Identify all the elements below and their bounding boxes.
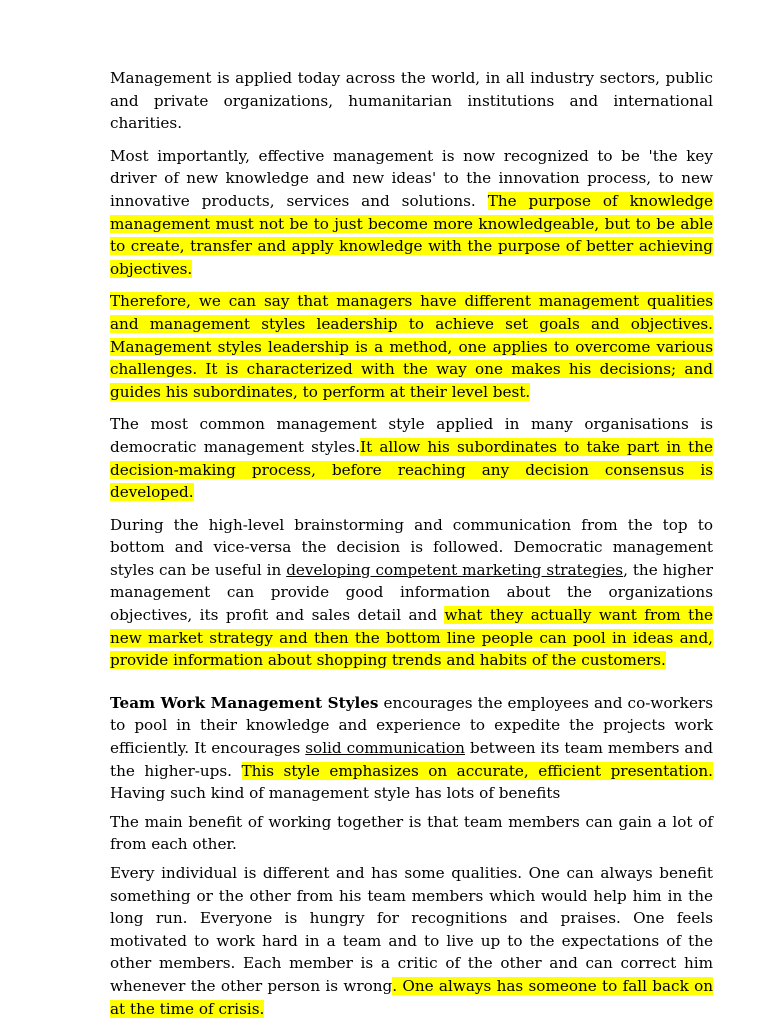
team-work-heading: Team Work Management Styles [110,693,379,712]
paragraph-team-work [110,692,713,805]
marketing-strategies-link[interactable]: developing competent marketing strategies [286,560,624,579]
paragraph-text: Every individual is different and has some qualities. One can always benefit something or the other from his team members which would help him in the long run. Everyone is hungry for recognitions and praises. One feels motivated to work hard in a team and to live up to the expectations of the other members. Each member is a critic of the other and can correct him whenever the other person is wrong [110,864,713,995]
solid-communication-link[interactable]: solid communication [305,739,465,758]
paragraph-text: , the higher management can provide good information about the organizations objectives, its profit and sales detail and [110,560,713,625]
paragraph-text: Having such kind of management style has lots of benefits [110,784,561,803]
paragraph-main-benefit [110,811,713,856]
document-page [110,67,713,1020]
highlighted-text: The purpose of knowledge management must not be to just become more knowledgeable, but to be able to create, transfer and apply knowledge with the purpose of better achieving objectives. [110,191,714,278]
highlighted-text: what they actually want from the new market strategy and then the bottom line people can pool in ideas and, provide information about shopping trends and habits of the customers. [110,606,713,670]
highlighted-text: Therefore, we can say that managers have different management qualities and management styles leadership to achieve set goals and objectives. Management styles leadership is a method, one applies to overcome various challenges. It is characterized with the way one makes his decisions; and guides his subordinates, to perform at their level best. [110,292,713,401]
highlighted-text: . One always has someone to fall back on at the time of crisis. [110,976,713,1018]
highlighted-text: This style emphasizes on accurate, efficient presentation. [241,761,713,780]
paragraph-democratic-style [110,413,713,503]
paragraph-text: encourages the employees and co-workers to pool in their knowledge and experience to expedite the projects work efficiently. It encourages [110,693,713,758]
paragraph-text: Management is applied today across the world, in all industry sectors, public and private organizations, humanitarian institutions and international charities. [110,69,713,133]
paragraph-management-applied [110,67,713,135]
paragraph-text: Most importantly, effective management is now recognized to be 'the key driver of new knowledge and new ideas' to the innovation process, to new innovative products, services and solutions. [110,146,713,210]
paragraph-text: During the high-level brainstorming and communication from the top to bottom and vice-versa the decision is followed. Democratic management styles can be useful in [110,515,713,579]
highlighted-text: It allow his subordinates to take part in the decision-making process, before reaching any decision consensus is developed. [110,437,713,502]
paragraph-text: The most common management style applied in many organisations is democratic management styles. [110,415,713,456]
paragraph-management-styles [110,290,713,403]
paragraph-brainstorming [110,514,713,672]
paragraph-every-individual [110,862,713,1020]
paragraph-effective-management [110,145,713,281]
paragraph-text: The main benefit of working together is that team members can gain a lot of from each other. [110,812,713,854]
paragraph-text: between its team members and the higher-ups. [110,739,713,780]
